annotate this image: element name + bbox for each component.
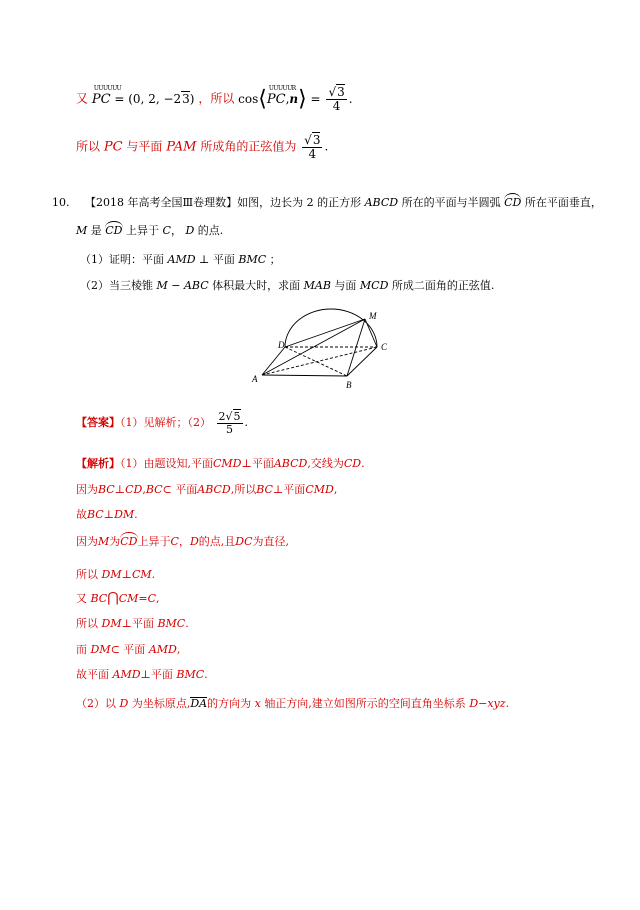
vector-da: DA <box>190 697 208 710</box>
vector-value: = (0, 2, −2 <box>114 91 182 106</box>
label-a: A <box>252 374 258 384</box>
label-d: D <box>278 340 285 350</box>
analysis-line-5: 所以 DM⊥CM. <box>76 568 156 581</box>
analysis-line-2: 因为BC⊥CD,BC⊂ 平面ABCD,所以BC⊥平面CMD, <box>76 483 338 496</box>
cos-text: cos <box>238 91 259 106</box>
problem-number: 10. <box>52 196 70 209</box>
vector-arrow-mark: UUUUUU <box>93 84 122 92</box>
analysis-line-10: （2）以 D 为坐标原点,DA的方向为 x 轴正方向,建立如图所示的空间直角坐标系 D−xyz. <box>76 697 510 710</box>
edge-ab <box>262 375 347 376</box>
semicircle-arc <box>285 309 377 347</box>
vector-pc: UUUUUU PC <box>91 84 122 107</box>
analysis-line-7: 所以 DM⊥平面 BMC. <box>76 617 189 630</box>
analysis-line-9: 故平面 AMD⊥平面 BMC. <box>76 668 208 681</box>
label-b: B <box>346 380 352 390</box>
problem-10-line2: M 是 CD 上异于 C， D 的点. <box>76 221 223 238</box>
analysis-line-8: 而 DM⊂ 平面 AMD, <box>76 643 181 656</box>
solution-line-sine-value: 所以 PC 与平面 PAM 所成角的正弦值为 $\frac{√3}{4}$ . <box>76 133 329 161</box>
solution-line-vector-pc: 又 UUUUUU PC = (0, 2, −23) ，所以 cos⟨ UUUUUR PC,n⟩ = $\frac{√3}{4}$ . <box>76 84 353 113</box>
right-angle-bracket: ⟩ <box>298 86 307 112</box>
problem-source: 【2018 年高考全国Ⅲ卷理数】 <box>85 196 238 209</box>
edge-cm <box>365 319 377 347</box>
analysis-line-6: 又 BC⋂CM=C, <box>76 590 160 606</box>
arc-cd: CD <box>504 193 521 209</box>
analysis-tag: 【解析】 <box>76 457 120 470</box>
you-text: 又 <box>76 91 89 106</box>
arc-cd-3: CD <box>120 532 137 548</box>
vector-pc-2: UUUUUR PC <box>266 84 296 107</box>
problem-part-2: （2）当三棱锥 M − ABC 体积最大时，求面 MAB 与面 MCD 所成二面角的正弦值. <box>80 279 495 292</box>
analysis-line-1: 【解析】（1）由题设知,平面CMD⊥平面ABCD,交线为CD. <box>76 457 365 470</box>
fraction-sqrt3-over-4: $\frac{√3}{4}$ <box>328 85 345 113</box>
fraction-2sqrt5-over-5: $\frac{2√5}{5}$ <box>218 410 241 436</box>
sqrt-3: 3 <box>182 91 190 106</box>
label-c: C <box>381 342 388 352</box>
problem-part-1: （1）证明：平面 AMD ⊥ 平面 BMC ； <box>80 253 281 266</box>
edge-da <box>262 347 285 375</box>
answer-line: 【答案】（1）见解析；（2） $\frac{2√5}{5}$ . <box>76 410 249 436</box>
suoyi-text: ，所以 <box>198 91 235 106</box>
edge-dm <box>285 319 365 347</box>
left-angle-bracket: ⟨ <box>258 86 267 112</box>
problem-10-line1: 10. 【2018 年高考全国Ⅲ卷理数】如图，边长为 2 的正方形 ABCD 所在的平面与半圆弧 CD 所在平面垂直， <box>52 193 602 210</box>
answer-tag: 【答案】 <box>76 416 120 430</box>
fraction-sqrt3-over-4-b: $\frac{√3}{4}$ <box>304 133 321 161</box>
label-m: M <box>369 311 377 321</box>
vector-n: n <box>289 91 299 106</box>
analysis-line-4: 因为M为CD上异于C，D的点,且DC为直径, <box>76 532 289 549</box>
geometry-figure <box>250 300 400 395</box>
analysis-line-3: 故BC⊥DM. <box>76 508 138 521</box>
arc-cd-2: CD <box>105 221 122 237</box>
edge-ac-hidden <box>262 347 377 375</box>
